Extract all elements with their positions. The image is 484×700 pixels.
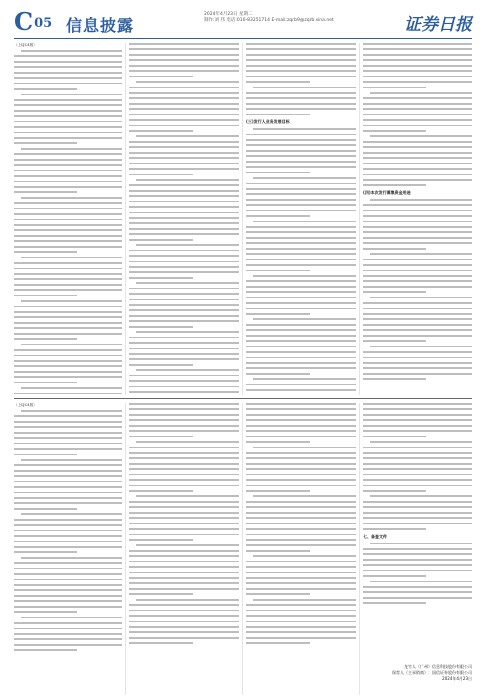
column-divider <box>125 403 126 695</box>
article-column-6 <box>129 403 239 695</box>
article-column-1 <box>14 43 122 395</box>
article-column-4 <box>363 43 472 395</box>
body-text <box>363 543 472 605</box>
column-divider <box>242 43 243 395</box>
section-heading: (三)发行人业务发展目标 <box>246 119 290 125</box>
article-column-8 <box>363 403 472 695</box>
section-heading: (四)本次发行募集资金用途 <box>363 189 411 195</box>
body-text <box>363 43 472 186</box>
issuer-name: 龙竹人（广州）信息科技股份有限公司 <box>404 664 472 669</box>
issue-date: 2024年4月23日 星期二 <box>204 12 253 17</box>
body-text <box>14 50 122 395</box>
section-number: 05 <box>34 16 53 31</box>
section-letter: C <box>14 7 34 36</box>
body-text <box>129 43 239 395</box>
article-column-2 <box>129 43 239 395</box>
column-divider <box>359 403 360 695</box>
closing-signature <box>376 664 472 682</box>
section-heading: 七、备查文件 <box>363 533 387 539</box>
body-text <box>363 403 472 530</box>
article-column-7 <box>246 403 356 695</box>
article-column-5 <box>14 403 122 695</box>
body-text <box>246 128 356 395</box>
editor-contact: 制作:刘 伟 电话:010-83251714 E-mail:zqrb9@zqrb.sina.net <box>204 18 334 24</box>
body-text <box>14 410 122 651</box>
closing-date: 2024年4月23日 <box>442 676 472 681</box>
sponsor-name: 保荐人（主承销商）：国信证券股份有限公司 <box>392 670 472 675</box>
column-divider <box>242 403 243 695</box>
continued-marker: （上接C4版） <box>14 403 37 407</box>
body-text <box>363 199 472 380</box>
article-column-3 <box>246 43 356 395</box>
header-rule <box>14 38 472 39</box>
continued-marker: （上接C4版） <box>14 43 37 47</box>
column-divider <box>125 43 126 395</box>
body-text <box>246 43 356 115</box>
section-badge <box>14 7 53 36</box>
body-text <box>129 403 239 644</box>
column-divider <box>359 43 360 395</box>
section-divider <box>14 398 472 399</box>
issue-meta <box>204 12 334 25</box>
newspaper-logo: 证券日报 <box>404 15 472 35</box>
page-title: 信息披露 <box>66 16 135 35</box>
masthead <box>14 7 474 38</box>
body-text <box>246 403 356 644</box>
